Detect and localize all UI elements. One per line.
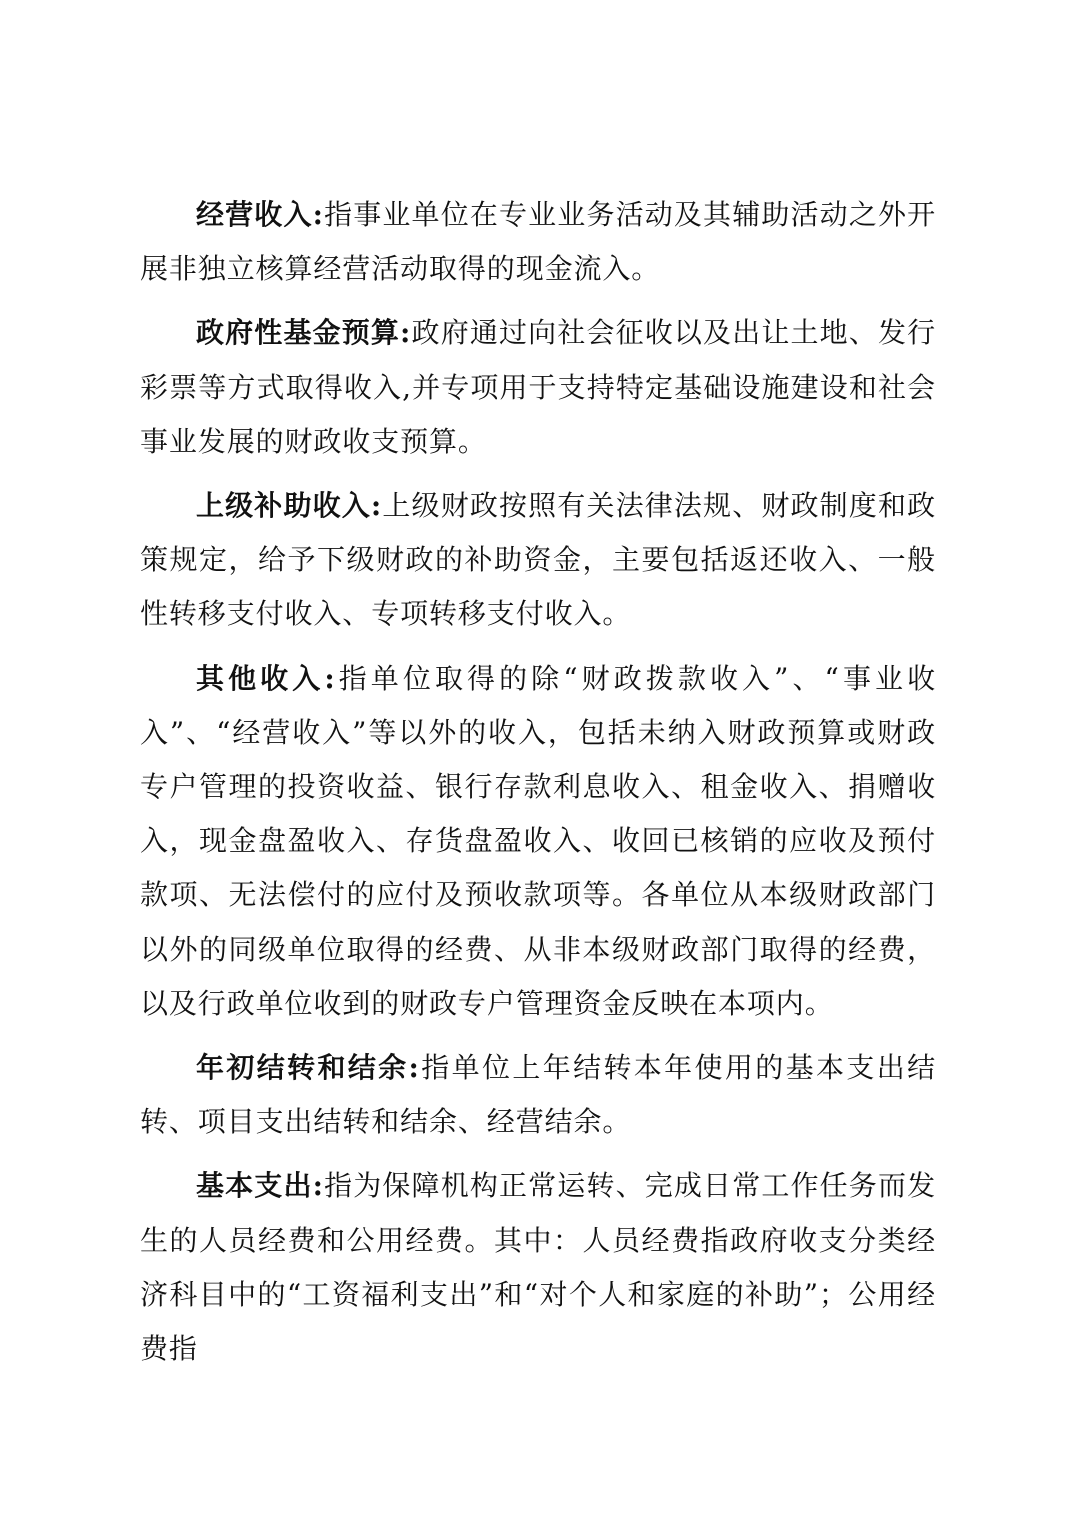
term-operating-income: 经营收入 — [196, 198, 313, 231]
paragraph-government-fund-budget — [140, 306, 936, 469]
paragraph-carryover-balance — [140, 1041, 936, 1149]
term-basic-expenditure: 基本支出 — [196, 1169, 313, 1203]
definition-carryover-balance: 指单位上年结转本年使用的基本支出结转、项目支出结转和结余、经营结余。 — [140, 1051, 936, 1139]
term-government-fund-budget: 政府性基金预算 — [196, 316, 401, 350]
term-other-income: 其他收入 — [196, 661, 325, 695]
term-colon: : — [400, 316, 412, 350]
definition-operating-income: 指事业单位在专业业务活动及其辅助活动之外开展非独立核算经营活动取得的现金流入。 — [140, 198, 936, 286]
term-colon: : — [408, 1051, 420, 1085]
term-colon: : — [324, 661, 336, 695]
paragraph-basic-expenditure — [140, 1159, 936, 1376]
definition-basic-expenditure: 指为保障机构正常运转、完成日常工作任务而发生的人员经费和公用经费。其中：人员经费指政府收支分类经济科目中的“工资福利支出”和“对个人和家庭的补助”；公用经费指 — [140, 1169, 936, 1366]
paragraph-higher-level-subsidy — [140, 479, 936, 642]
term-higher-level-subsidy: 上级补助收入 — [196, 489, 371, 523]
term-colon: : — [312, 198, 324, 231]
term-carryover-balance: 年初结转和结余 — [196, 1051, 409, 1085]
document-page — [140, 188, 936, 1386]
paragraph-operating-income — [140, 188, 936, 296]
paragraph-other-income — [140, 652, 936, 1031]
definition-higher-level-subsidy: 上级财政按照有关法律法规、财政制度和政策规定，给予下级财政的补助资金，主要包括返还收入、一般性转移支付收入、专项转移支付收入。 — [140, 489, 936, 631]
term-colon: : — [370, 489, 383, 523]
definition-other-income: 指单位取得的除“财政拨款收入”、“事业收入”、“经营收入”等以外的收入，包括未纳入财政预算或财政专户管理的投资收益、银行存款利息收入、租金收入、捐赠收入，现金盘盈收入、存货盘盈收入、收回已核销的应收及预付款项、无法偿付的应付及预收款项等。各单位从本级财政部门以外的同级单位取得的经费、从非本级财政部门取得的经费，以及行政单位收到的财政专户管理资金反映在本项内。 — [140, 661, 936, 1020]
term-colon: : — [312, 1169, 324, 1203]
definition-government-fund-budget: 政府通过向社会征收以及出让土地、发行彩票等方式取得收入,并专项用于支持特定基础设施建设和社会事业发展的财政收支预算。 — [140, 316, 936, 458]
